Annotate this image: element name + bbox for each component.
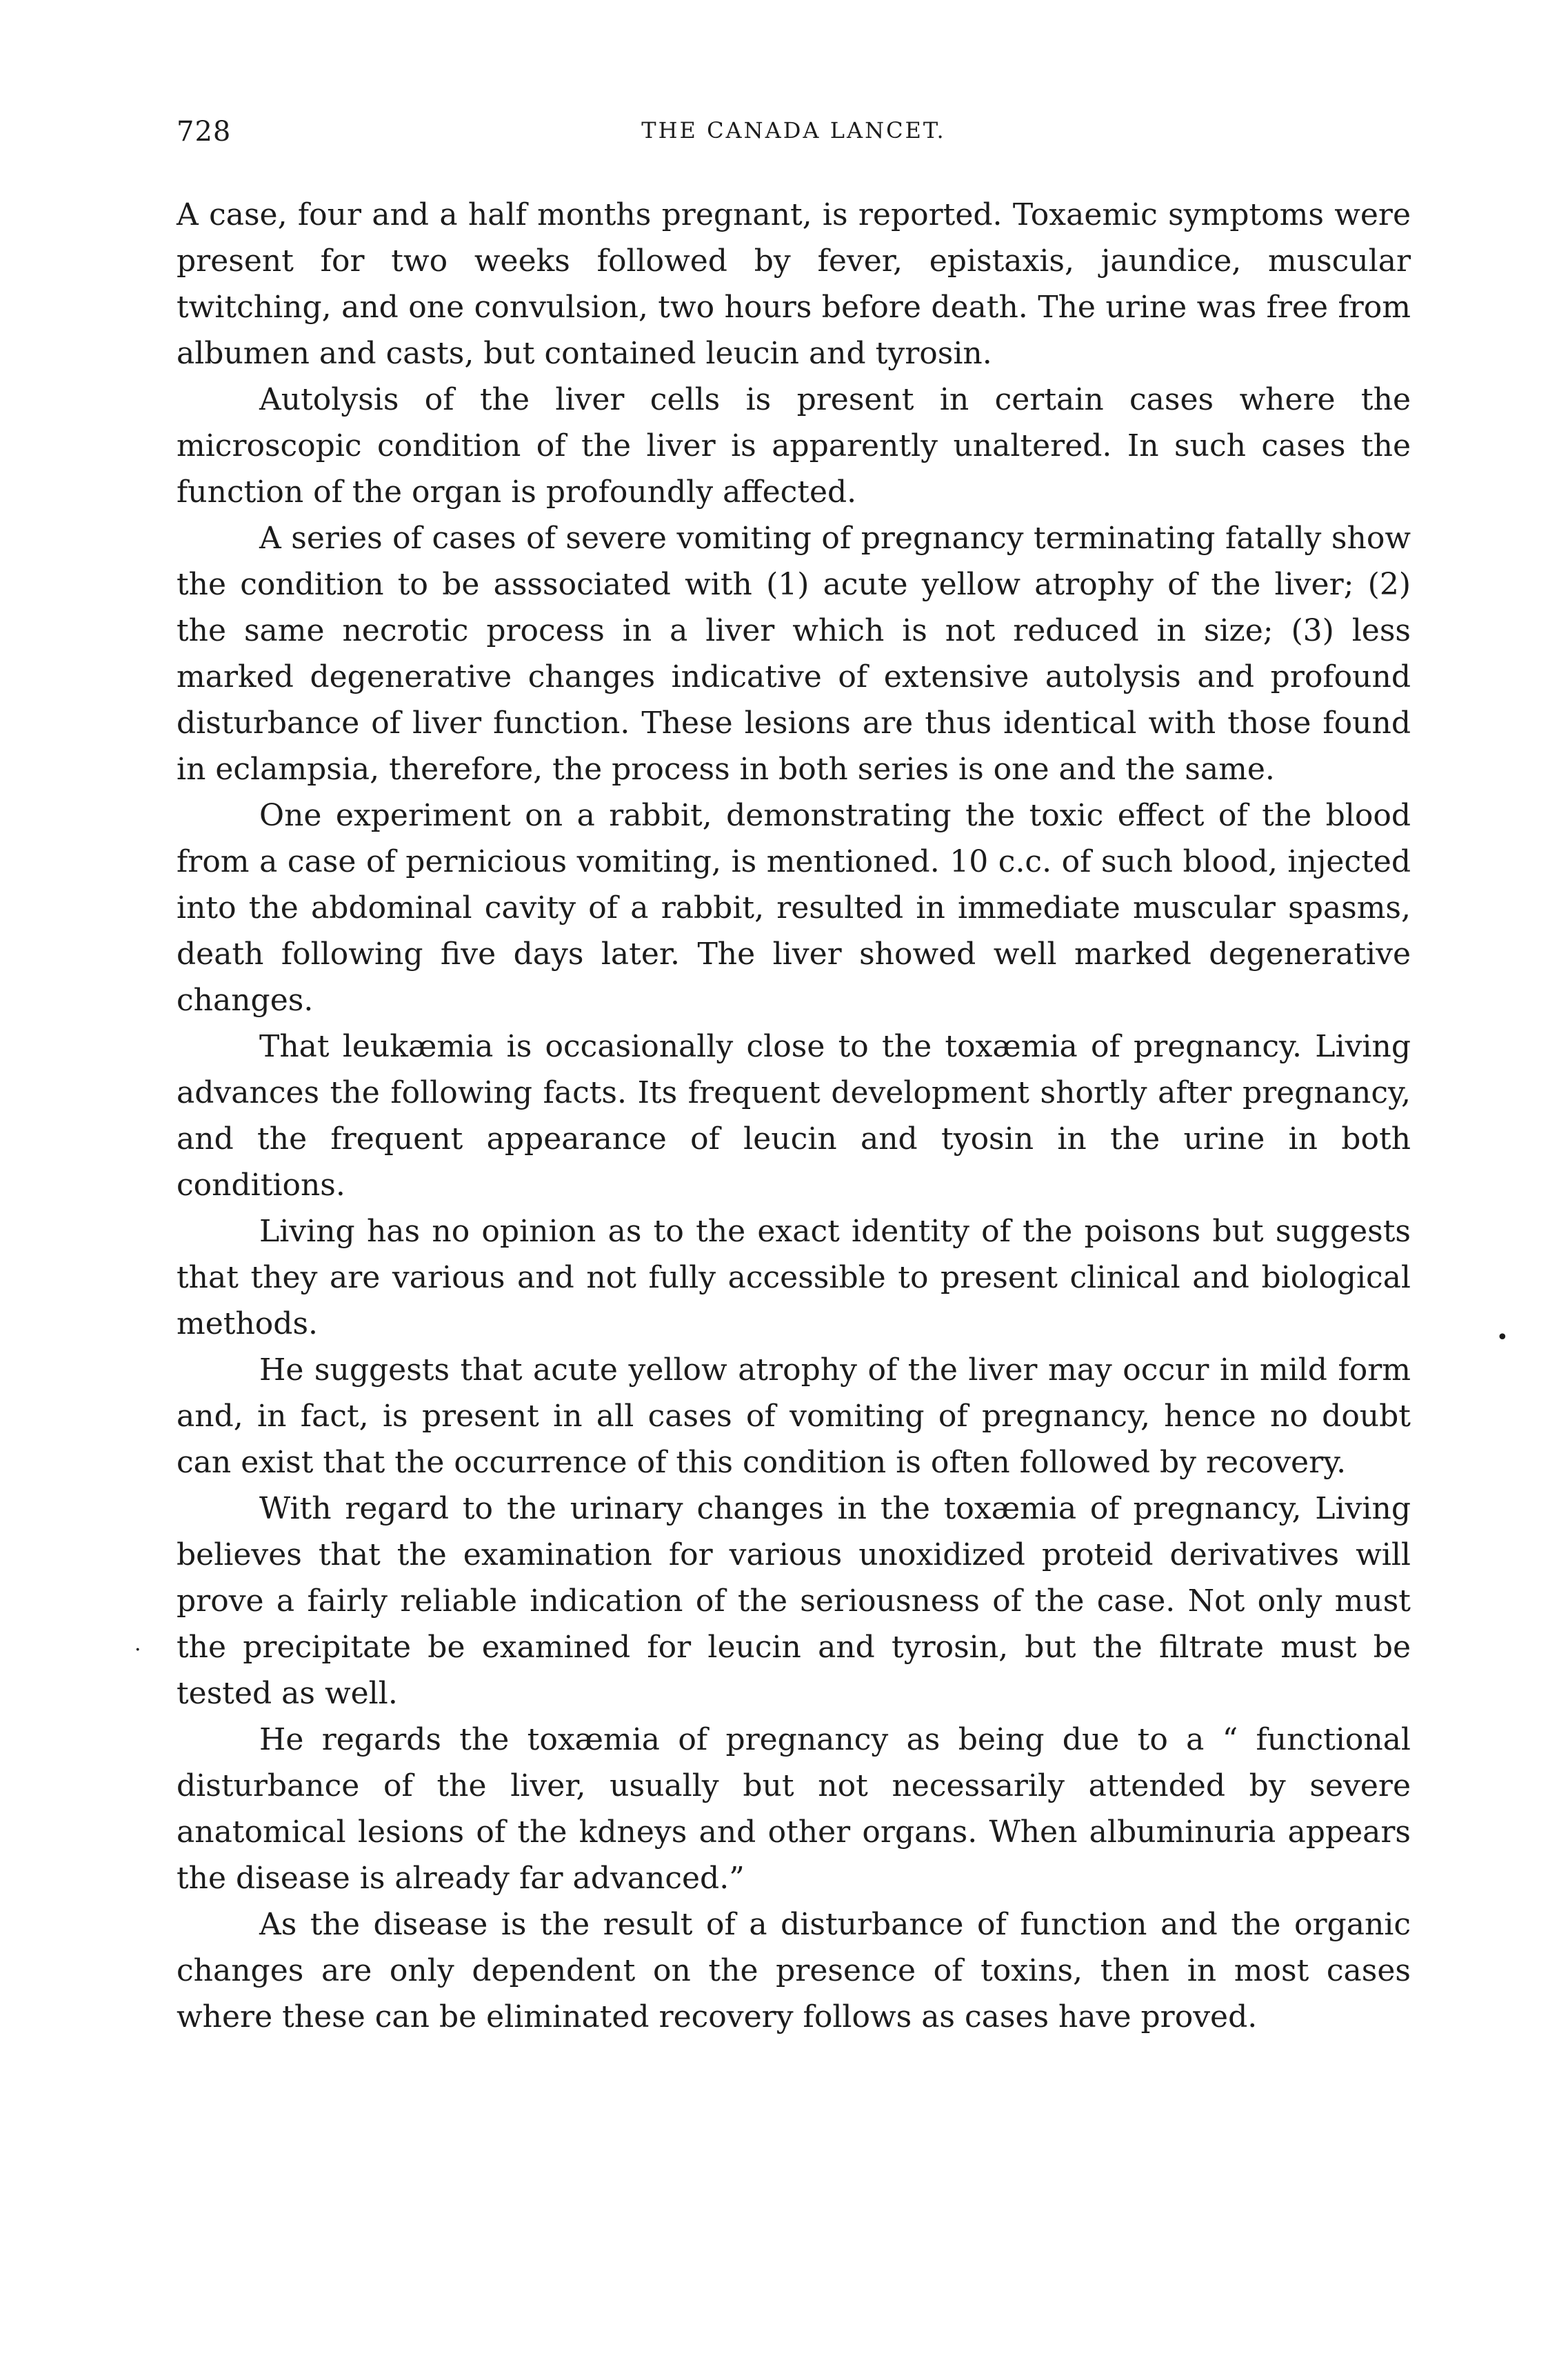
scan-speck-mark: • <box>1496 1326 1509 1350</box>
paragraph-urinary-changes: With regard to the urinary changes in the toxæmia of pregnancy, Living believes that the examination for various unoxidized proteid derivatives will prove a fairly reliable indication of the seriousness of the case. Not only must the precipitate be examined for leucin and tyrosin, but the filtrate must be tested as well. <box>177 1491 1411 1711</box>
paragraph-series-of-cases: A series of cases of severe vomiting of pregnancy terminating fatally show the condition to be asssociated with (1) acute yellow atrophy of the liver; (2) the same necrotic process in a liver which is not reduced in size; (3) less marked degenerative changes indicative of extensive autolysis and profound disturbance of liver function. These lesions are thus identical with those found in eclampsia, therefore, the process in both series is one and the same. <box>177 521 1411 787</box>
page-number: 728 <box>177 116 232 148</box>
paragraph-poisons: Living has no opinion as to the exact identity of the poisons but suggests that they are various and not fully accessible to present clinical and biological methods. <box>177 1214 1411 1341</box>
paragraph-rabbit-experiment: One experiment on a rabbit, demonstrating the toxic effect of the blood from a case of pernicious vomiting, is mentioned. 10 c.c. of such blood, injected into the abdominal cavity of a rabbit, resulted in immediate muscular spasms, death following five days later. The liver showed well marked degenerative changes. <box>177 798 1411 1018</box>
page-header <box>177 116 1411 164</box>
paragraph-conclusion: As the disease is the result of a disturbance of function and the organic changes are only dependent on the presence of toxins, then in most cases where these can be eliminated recovery follows as cases have proved. <box>177 1907 1411 2034</box>
body-text <box>177 192 1411 2040</box>
paragraph-yellow-atrophy: He suggests that acute yellow atrophy of the liver may occur in mild form and, in fact, is present in all cases of vomiting of pregnancy, hence no doubt can exist that the occurrence of this condition is often followed by recovery. <box>177 1352 1411 1480</box>
paragraph-case-report: A case, four and a half months pregnant, is reported. Toxaemic symptoms were present for two weeks followed by fever, epistaxis, jaundice, muscular twitching, and one convulsion, two hours before death. The urine was free from albumen and casts, but contained leucin and tyrosin. <box>177 197 1411 371</box>
paragraph-functional-disturbance: He regards the toxæmia of pregnancy as being due to a “ functional disturbance of the liver, usually but not necessarily attended by severe anatomical lesions of the kdneys and other organs. When albuminuria appears the disease is already far advanced.” <box>177 1722 1411 1896</box>
document-page <box>177 116 1411 2350</box>
paragraph-autolysis: Autolysis of the liver cells is present in certain cases where the microscopic condition of the liver is apparently unaltered. In such cases the function of the organ is profoundly affected. <box>177 382 1411 510</box>
paragraph-leukaemia: That leukæmia is occasionally close to the toxæmia of pregnancy. Living advances the following facts. Its frequent development shortly after pregnancy, and the frequent appearance of leucin and tyosin in the urine in both conditions. <box>177 1029 1411 1203</box>
scan-dot-mark: · <box>134 1638 141 1662</box>
running-head: THE CANADA LANCET. <box>641 117 946 143</box>
